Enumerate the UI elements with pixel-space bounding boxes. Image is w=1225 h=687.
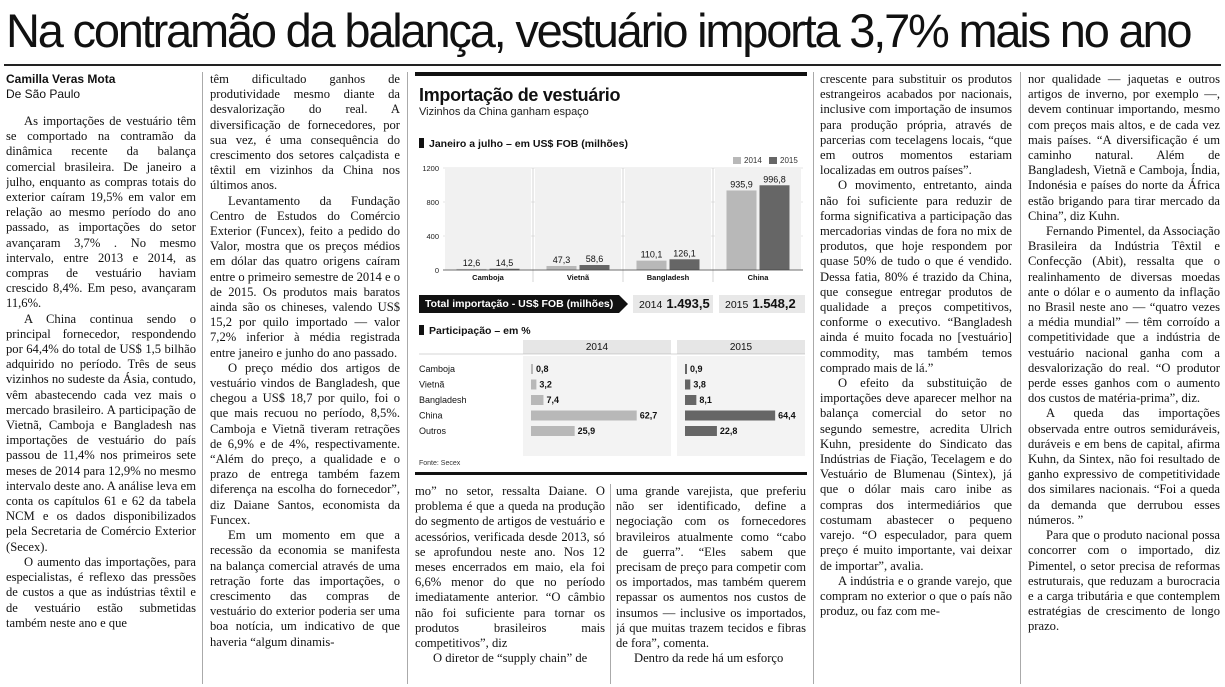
bar-2015 [685,395,696,405]
paragraph: O diretor de “supply chain” de [433,651,588,666]
paragraph: crescente para substituir os produtos estrangeiros acabados por nacionais, inclusive com importação de insumos para produção própria, através de parcerias com tecelagens locais, “que em outros momentos estariam localizadas em outros países”. [820,72,1012,178]
bar-2015 [760,185,790,270]
data-label: 62,7 [639,410,658,421]
data-label: 0,8 [536,364,549,374]
arrow-right-icon [619,295,628,313]
square-bullet-icon [419,325,424,335]
category-label: Camboja [472,273,504,282]
column-2 [210,72,400,684]
bar-2014 [531,380,536,390]
category-label: China [747,273,769,282]
paragraph: O movimento, entretanto, ainda não foi suficiente para reduzir de forma significativa a participação das mercadorias vindas de fora no mix de produtos, que hoje respondem por quase 50% de tudo o que é vendido. Dessa fatia, 80% é trazido da China, que consegue entregar produtos de qualidade a preços competitivos, conforme o executivo. “Bangladesh ainda é muito focada no [vestuário] commodity, mas também temos comprado mais de lá.” [820,178,1012,375]
panel-year: 2015 [729,342,753,353]
paragraph: A indústria e o grande varejo, que compram no exterior o que o país não produz, ou faz com me- [820,573,1012,619]
graphic-source: Fonte: Secex [419,460,461,467]
data-label: 7,4 [546,395,559,405]
total-2015: 2015 1.548,2 [719,295,805,313]
column-5 [820,72,1012,684]
column-divider [813,72,814,684]
bar-2014 [531,364,533,374]
graphic-bottom-rule [415,472,807,475]
paragraph: O efeito da substituição de importações deve aparecer melhor na balança comercial do setor no segundo semestre, acredita Ulrich Kuhn, presidente do Sindicato das Indústrias de Fiação, Tecelagem e do Vestuário de Blumenau (Sintex), já que o dólar mais caro inibe as compras dos intermediários que costumam abastecer o pequeno varejo. “O especulador, para quem preço é muito importante, vai deixar de importar”, avalia. [820,376,1012,573]
category-panel [445,168,531,270]
headline: Na contramão da balança, vestuário importa 3,7% mais no ano [6,4,1191,57]
infographic [415,72,807,476]
y-tick-label: 0 [434,266,439,275]
column-divider [407,72,408,684]
share-bar-chart [415,340,807,458]
paragraph: A China continua sendo o principal fornecedor, respondendo por 64,4% do total de US$ 1,5 bilhão adquirido no período. Três de seus vizinhos no sudeste da Ásia, contudo, vêm abastecendo cada vez mais o mercado brasileiro. A participação de Vietnã, Camboja e Bangladesh nas importações de vestuário do país passou de 11,4% nos primeiros sete meses de 2014 para 12,9% no mesmo intervalo deste ano. A análise leva em conta os capítulos 61 e 62 da tabela NCM e os dados disponibilizados pela Secretaria de Comércio Exterior (Secex). [6,311,196,554]
legend-swatch-2015 [769,157,777,164]
byline [6,72,196,102]
byline-place: De São Paulo [6,87,81,101]
data-label: 3,2 [539,379,552,390]
category-panel [625,168,711,270]
category-panel [535,168,621,270]
legend-2015: 2015 [769,156,798,165]
bar-2014 [531,395,543,405]
bar-2015 [685,364,687,374]
category-label: Camboja [419,364,456,374]
paragraph: O preço médio dos artigos de vestuário vindos de Bangladesh, que chegou a US$ 18,7 por quilo, foi o que mais recuou no período, 8,5%. Camboja e Vietnã tiveram retrações de 6,9% e de 4%, respectivamente. “Além do preço, a qualidade e o prazo de entrega também fazem diferença na escolha do fornecedor”, diz Daiane Santos, economista da Funcex. [210,360,400,527]
data-label: 22,8 [719,426,738,436]
bar-2015 [580,265,610,270]
column-4 [616,484,806,684]
total-label: Total importação - US$ FOB (milhões) [419,295,619,313]
paragraph: Dentro da rede há um esforço [634,651,784,666]
category-label: China [419,410,443,421]
category-label: Bangladesh [419,395,467,405]
graphic-subtitle: Vizinhos da China ganham espaço [419,106,589,118]
column-divider [610,484,611,684]
total-2014: 2014 1.493,5 [633,295,713,313]
data-label: 58,6 [585,254,604,265]
category-label: Vietnã [566,273,590,282]
square-bullet-icon [419,138,424,148]
data-label: 12,6 [462,257,481,268]
bar-2014 [531,411,637,421]
bar-2015 [685,426,717,436]
section-header-values: Janeiro a julho – em US$ FOB (milhões) [419,138,628,150]
data-label: 3,8 [693,379,706,390]
y-tick-label: 1200 [422,164,439,173]
data-label: 996,8 [763,174,786,185]
column-divider [202,72,203,684]
paragraph: O aumento das importações, para especialistas, é reflexo das pressões de custos a que as indústrias têxtil e de vestuário estão submetidas também neste ano e que [6,554,196,630]
bar-2015 [685,380,690,390]
data-label: 935,9 [730,179,753,190]
data-label: 0,9 [690,364,703,374]
byline-author: Camilla Veras Mota [6,72,116,86]
data-label: 126,1 [673,248,696,259]
paragraph: nor qualidade — jaquetas e outros artigos de inverno, por exemplo —, devem continuar importando, mesmo com preços mais altos, e de cada vez mais países. “A diversificação é um caminho natural. Além de Bangladesh, Vietnã e Camboja, Índia, Indonésia e países do norte da África estão brigando para tirar mercado da China”, diz Kuhn. [1028,72,1220,223]
paragraph: As importações de vestuário têm se comportado na contramão da dinâmica recente da balança comercial brasileira. De janeiro a julho, enquanto as compras totais do exterior caíram 19,5% em valor em relação ao mesmo período do ano passado, as importações do setor avançaram 3,7% . No mesmo intervalo, entre 2013 e 2014, as compras de vestuário haviam crescido 8,4%. Em peso, avançaram 11,6%. [6,114,196,311]
bar-2015 [685,411,775,421]
paragraph: Levantamento da Fundação Centro de Estudos do Comércio Exterior (Funcex), feito a pedido do Valor, mostra que os preços médios em dólar das quatro origens caíram entre o primeiro semestre de 2014 e o de 2015. Os produtos mais baratos ainda são os chineses, valendo US$ 15,2 por quilo importado — valor 7,2% inferior à média registrada entre janeiro e junho do ano passado. [210,193,400,360]
column-1 [6,72,196,684]
column-3 [415,484,605,684]
data-label: 14,5 [495,257,514,268]
legend-2014: 2014 [733,156,762,165]
category-label: Outros [419,426,447,436]
graphic-title: Importação de vestuário [419,85,621,105]
category-label: Vietnã [419,379,445,390]
bar-2014 [637,261,667,270]
panel-year: 2014 [585,342,609,353]
bar-2014 [547,266,577,270]
bar-2014 [531,426,575,436]
bar-2015 [670,259,700,270]
paragraph: Em um momento em que a recessão da economia se manifesta na balança comercial através de uma retração forte das importações, o crescimento das compras de vestuário do exterior poderia ser uma boa notícia, um indicativo de que haveria “algum dinamis- [210,528,400,649]
paragraph: A queda das importações observada entre outros semiduráveis, duráveis e em bens de capital, afirma Kuhn, da Sintex, não foi resultado de ganho expressivo de competitividade dos similares nacionais. “Foi a queda da demanda que derrubou esses números. ” [1028,406,1220,527]
paragraph: uma grande varejista, que preferiu não ser identificado, define a negociação com os fornecedores bravileiros atualmente como “cabo de guerra”. “Eles sabem que precisam de preço para competir com os importados, mas também querem repassar os aumentos nos custos de insumos — inclusive os importados, já que muitas trazem tecidos e fibras de fora”, comenta. [616,484,806,651]
headline-rule [4,64,1221,66]
section-header-share: Participação – em % [419,325,531,337]
column-divider [1020,72,1021,684]
paragraph: têm dificultado ganhos de produtividade mesmo diante da desvalorização do real. A diversificação de fornecedores, por sua vez, é uma consequência do crescimento dos setores calçadista e têxtil em vizinhos da China nos últimos anos. [210,72,400,193]
y-tick-label: 400 [426,232,439,241]
data-label: 8,1 [699,395,712,405]
paragraph: Fernando Pimentel, da Associação Brasileira da Indústria Têxtil e Confecção (Abit), ressalta que o realinhamento de diversas moedas ante o dólar e o aumento da inflação no Brasil neste ano — “quatro vezes a média mundial” — têm corroído a competitividade que a indústria de vestuário nacional ganha com a desvalorização do real. “O produtor perde esses ganhos com o aumento dos custos de matéria-prima”, diz. [1028,224,1220,406]
paragraph: mo” no setor, ressalta Daiane. O problema é que a queda na produção do segmento de artigos de vestuário e acessórios, verificada desde 2013, só se aprofundou neste ano. Nos 12 meses encerrados em maio, ela foi 6,6% menor do que no período imediatamente anterior. “O câmbio não foi suficiente para tornar os produtos brasileiros mais competitivos”, diz [415,484,605,651]
data-label: 47,3 [552,254,571,265]
graphic-top-rule [415,72,807,76]
data-label: 110,1 [640,249,663,260]
paragraph: Para que o produto nacional possa concorrer com o importado, diz Pimentel, o setor precisa de reformas estruturais, que reduzam a burocracia e a carga tributária e que contemplem estratégias de crescimento de longo prazo. [1028,528,1220,634]
values-bar-chart [415,164,807,290]
column-6 [1028,72,1220,684]
y-tick-label: 800 [426,198,439,207]
data-label: 25,9 [577,426,596,436]
bar-2014 [727,190,757,270]
category-label: Bangladesh [646,273,690,282]
data-label: 64,4 [778,410,796,421]
legend-swatch-2014 [733,157,741,164]
